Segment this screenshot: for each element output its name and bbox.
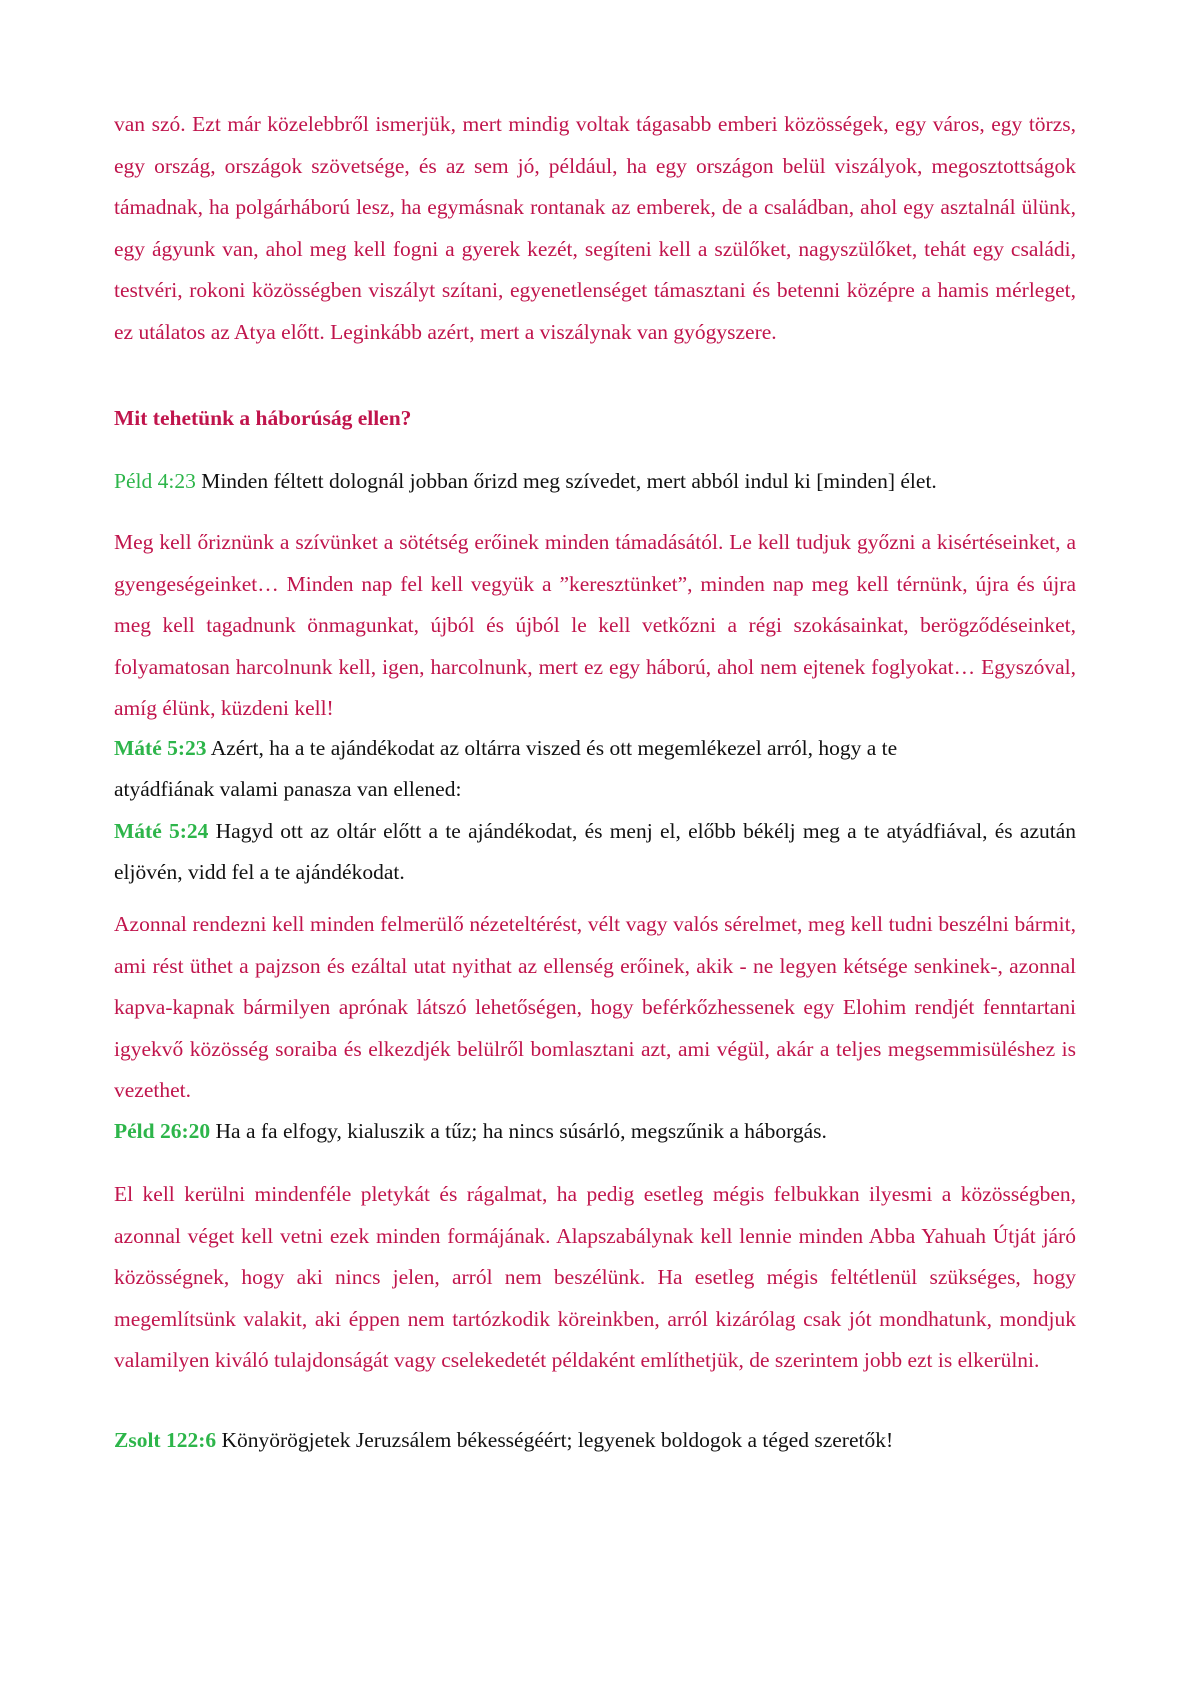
- verse-reference: Péld 26:20: [114, 1119, 211, 1143]
- verse-text: Könyörögjetek Jeruzsálem békességéért; legyenek boldogok a téged szeretők!: [216, 1428, 894, 1452]
- verse-mate-5-23: [114, 728, 1076, 810]
- verse-text-continued: atyádfiának valami panasza van ellened:: [114, 777, 462, 801]
- verse-reference: Máté 5:24: [114, 819, 209, 843]
- paragraph-settle-disputes: Azonnal rendezni kell minden felmerülő nézeteltérést, vélt vagy valós sérelmet, meg kell tudni beszélni bármit, ami rést üthet a pajzson és ezáltal utat nyithat az ellenség erőinek, akik - ne legyen kétsége senkinek-, azonnal kapva-kapnak bármilyen aprónak látszó lehetőségen, hogy beférkőzhessenek egy Elohim rendjét fenntartani igyekvő közösség soraiba és elkezdjék belülről bomlasztani azt, ami végül, akár a teljes megsemmisüléshez is vezethet.: [114, 912, 1076, 1102]
- verse-reference: Máté 5:23: [114, 736, 207, 760]
- section-heading: Mit tehetünk a háborúság ellen?: [114, 406, 412, 430]
- verse-peld-26-20: [114, 1111, 1076, 1152]
- paragraph-avoid-gossip: El kell kerülni mindenféle pletykát és rágalmat, ha pedig esetleg mégis felbukkan ilyesmi a közösségben, azonnal véget kell vetni ezek minden formájának. Alapszabálynak kell lennie minden Abba Yahuah Útját járó közösségnek, hogy aki nincs jelen, arról nem beszélünk. Ha esetleg mégis feltétlenül szükséges, hogy megemlítsünk valakit, aki éppen nem tartózkodik köreinkben, arról kizárólag csak jót mondhatunk, mondjuk valamilyen kiváló tulajdonságát vagy cselekedetét példaként említhetjük, de szerintem jobb ezt is elkerülni.: [114, 1182, 1076, 1372]
- verse-reference: Péld 4:23: [114, 469, 196, 493]
- verse-reference: Zsolt 122:6: [114, 1428, 217, 1452]
- verse-text: Hagyd ott az oltár előtt a te ajándékodat, és menj el, előbb békélj meg a te atyádfiával, és azután eljövén, vidd fel a te ajándékodat.: [114, 819, 1076, 884]
- verse-zsolt-122-6: [114, 1420, 1076, 1461]
- verse-mate-5-24: [114, 811, 1076, 893]
- paragraph-strife-in-community: van szó. Ezt már közelebbről ismerjük, mert mindig voltak tágasabb emberi közösségek, egy város, egy törzs, egy ország, országok szövetsége, és az sem jó, például, ha egy országon belül viszályok, megosztottságok támadnak, ha polgárháború lesz, ha egymásnak rontanak az emberek, de a családban, ahol egy asztalnál ülünk, egy ágyunk van, ahol meg kell fogni a gyerek kezét, segíteni kell a szülőket, nagyszülőket, tehát egy családi, testvéri, rokoni közösségben viszályt szítani, egyenetlenséget támasztani és betenni középre a hamis mérleget, ez utálatos az Atya előtt. Leginkább azért, mert a viszálynak van gyógyszere.: [114, 112, 1076, 344]
- verse-text: Ha a fa elfogy, kialuszik a tűz; ha nincs súsárló, megszűnik a háborgás.: [210, 1119, 827, 1143]
- verse-text: Minden féltett dolognál jobban őrizd meg szívedet, mert abból indul ki [minden] élet.: [195, 469, 937, 493]
- verse-text: Azért, ha a te ajándékodat az oltárra viszed és ott megemlékezel arról, hogy a te: [206, 736, 898, 760]
- verse-peld-4-23: [114, 461, 1076, 502]
- paragraph-guard-heart: Meg kell őriznünk a szívünket a sötétség erőinek minden támadásától. Le kell tudjuk győzni a kisértéseinket, a gyengeségeinket… Minden nap fel kell vegyük a ”keresztünket”, minden nap meg kell térnünk, újra és újra meg kell tagadnunk önmagunkat, újból és újból le kell vetkőzni a régi szokásainkat, berögződéseinket, folyamatosan harcolnunk kell, igen, harcolnunk, mert ez egy háború, ahol nem ejtenek foglyokat… Egyszóval, amíg élünk, küzdeni kell!: [114, 530, 1076, 720]
